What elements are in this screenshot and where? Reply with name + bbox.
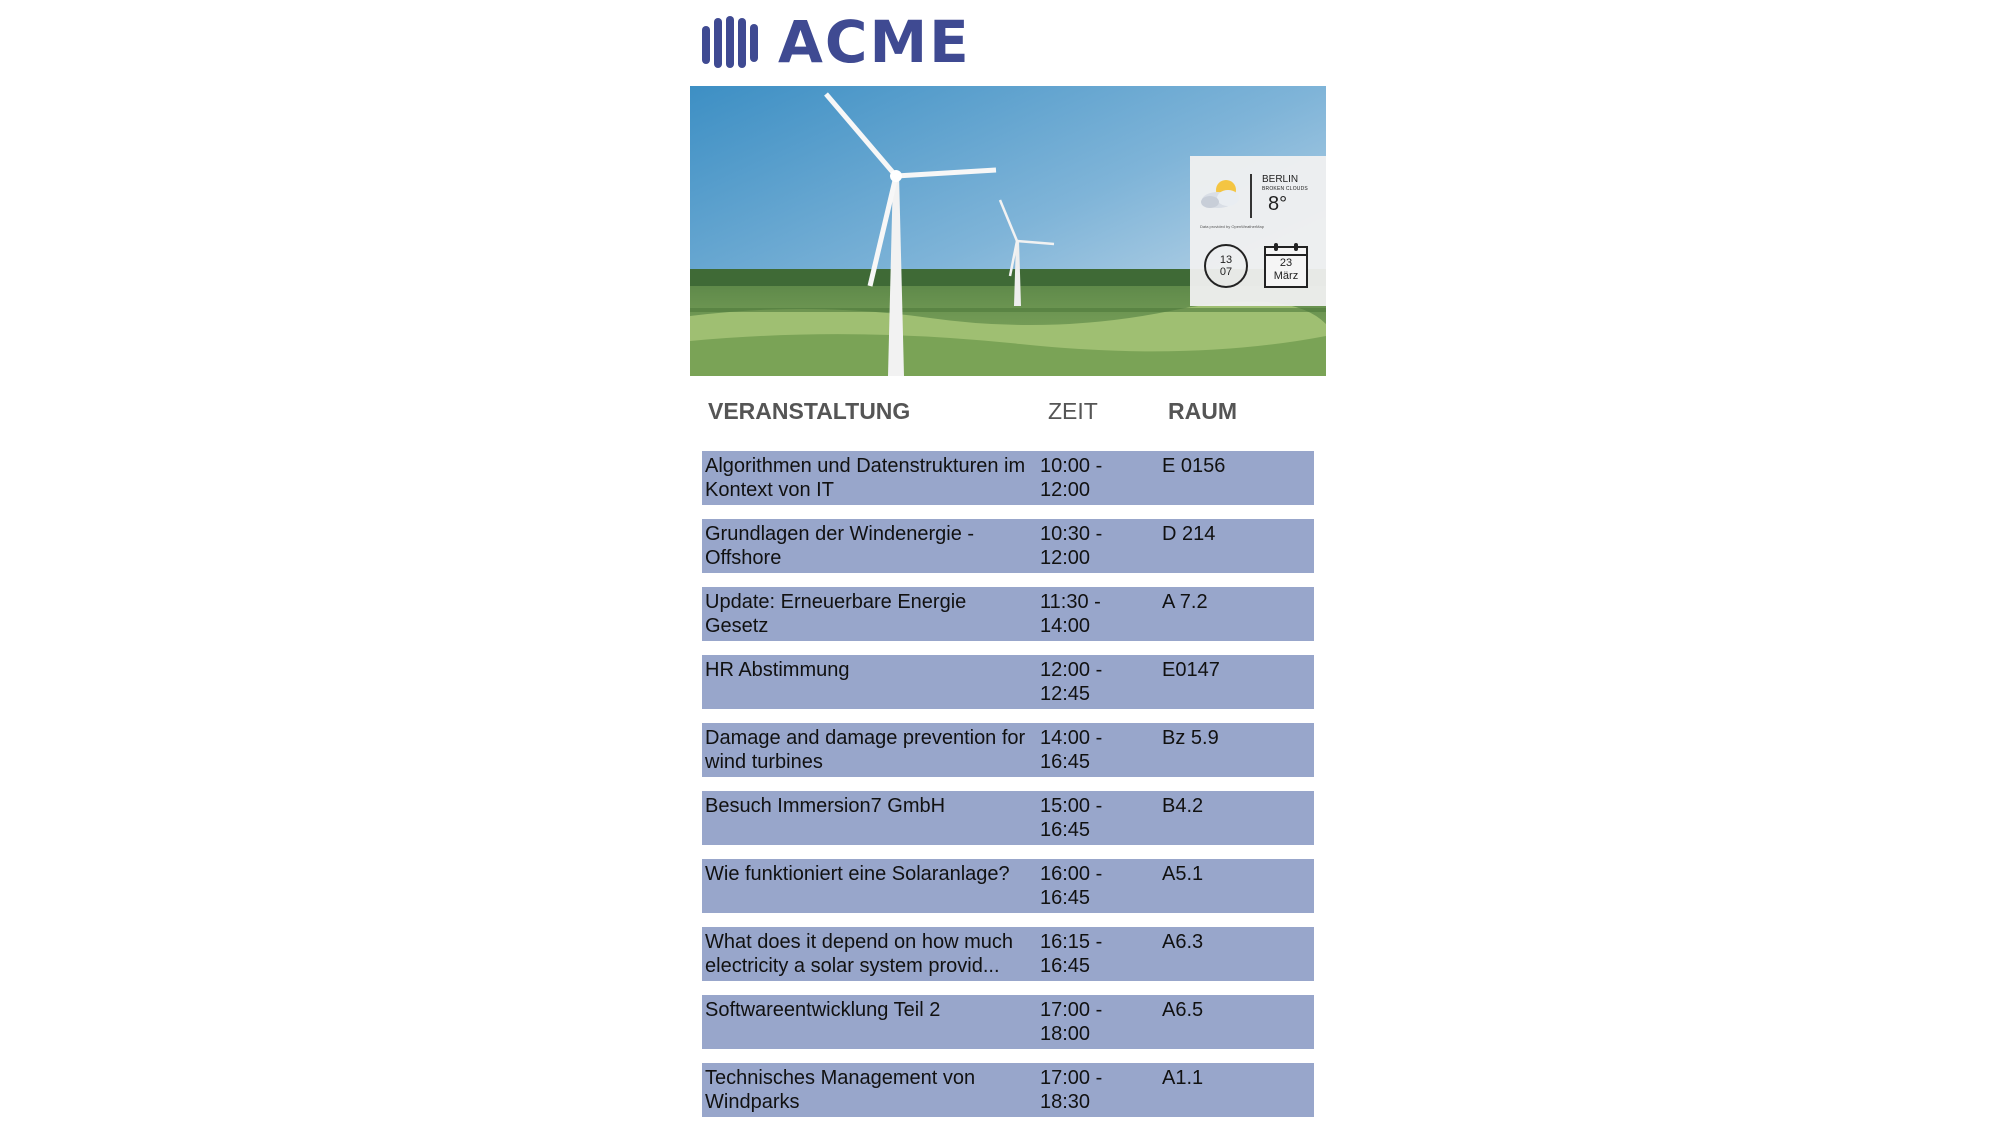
table-row	[702, 655, 1314, 709]
table-row	[702, 859, 1314, 913]
clock-minute: 07	[1219, 266, 1233, 278]
table-row	[702, 927, 1314, 981]
event-room: E0147	[1162, 659, 1220, 681]
event-time: 17:00 - 18:30	[1040, 1067, 1103, 1113]
header-room: RAUM	[1168, 398, 1237, 424]
signage-screen	[690, 0, 1326, 1125]
event-name: Damage and damage prevention for wind turbines	[705, 727, 1026, 773]
event-name: Algorithmen und Datenstrukturen im Kontext von IT	[705, 455, 1026, 501]
calendar-month: März	[1273, 270, 1299, 282]
event-name: HR Abstimmung	[705, 659, 850, 681]
event-room: A 7.2	[1162, 591, 1208, 613]
event-time: 15:00 - 16:45	[1040, 795, 1103, 841]
event-name: Softwareentwicklung Teil 2	[705, 999, 941, 1021]
event-name: Wie funktioniert eine Solaranlage?	[705, 863, 1010, 885]
event-room: D 214	[1162, 523, 1216, 545]
event-name: Update: Erneuerbare Energie Gesetz	[705, 591, 967, 637]
schedule-list	[702, 451, 1314, 1131]
event-room: A6.5	[1162, 999, 1204, 1021]
event-name: Besuch Immersion7 GmbH	[705, 795, 946, 817]
event-name: What does it depend on how much electricity a solar system provid...	[705, 931, 1013, 977]
calendar-day: 23	[1279, 257, 1293, 269]
weather-temperature: 8°	[1268, 193, 1288, 215]
event-time: 10:00 - 12:00	[1040, 455, 1103, 501]
event-time: 14:00 - 16:45	[1040, 727, 1103, 773]
event-name: Technisches Management von Windparks	[705, 1067, 976, 1113]
broken-clouds-icon	[1198, 174, 1246, 214]
clock-icon	[1204, 244, 1248, 288]
event-name: Grundlagen der Windenergie - Offshore	[705, 523, 975, 569]
acme-logo	[702, 8, 971, 76]
table-row	[702, 1063, 1314, 1117]
event-time: 12:00 - 12:45	[1040, 659, 1103, 705]
event-room: Bz 5.9	[1162, 727, 1219, 749]
header-time: ZEIT	[1048, 398, 1098, 424]
weather-city: BERLIN	[1262, 174, 1299, 185]
event-room: B4.2	[1162, 795, 1204, 817]
table-row	[702, 519, 1314, 573]
event-time: 16:15 - 16:45	[1040, 931, 1103, 977]
logo-mark-icon	[702, 16, 758, 68]
event-time: 10:30 - 12:00	[1040, 523, 1103, 569]
weather-condition: BROKEN CLOUDS	[1262, 186, 1308, 192]
table-row	[702, 791, 1314, 845]
event-time: 17:00 - 18:00	[1040, 999, 1103, 1045]
header-event: VERANSTALTUNG	[708, 398, 911, 424]
table-row	[702, 723, 1314, 777]
weather-divider	[1250, 174, 1252, 218]
event-room: E 0156	[1162, 455, 1226, 477]
table-row	[702, 587, 1314, 641]
weather-credit: Data provided by OpenWeatherMap	[1200, 224, 1264, 229]
schedule-header	[690, 398, 1326, 426]
table-row	[702, 995, 1314, 1049]
event-room: A1.1	[1162, 1067, 1204, 1089]
calendar-icon	[1264, 246, 1308, 288]
weather-clock-widget	[1190, 156, 1326, 306]
table-row	[702, 451, 1314, 505]
event-time: 11:30 - 14:00	[1040, 591, 1101, 637]
event-time: 16:00 - 16:45	[1040, 863, 1103, 909]
hero-image	[690, 86, 1326, 376]
event-room: A6.3	[1162, 931, 1204, 953]
event-room: A5.1	[1162, 863, 1204, 885]
logo-text: ACME	[778, 8, 971, 76]
clock-hour: 13	[1219, 254, 1233, 266]
